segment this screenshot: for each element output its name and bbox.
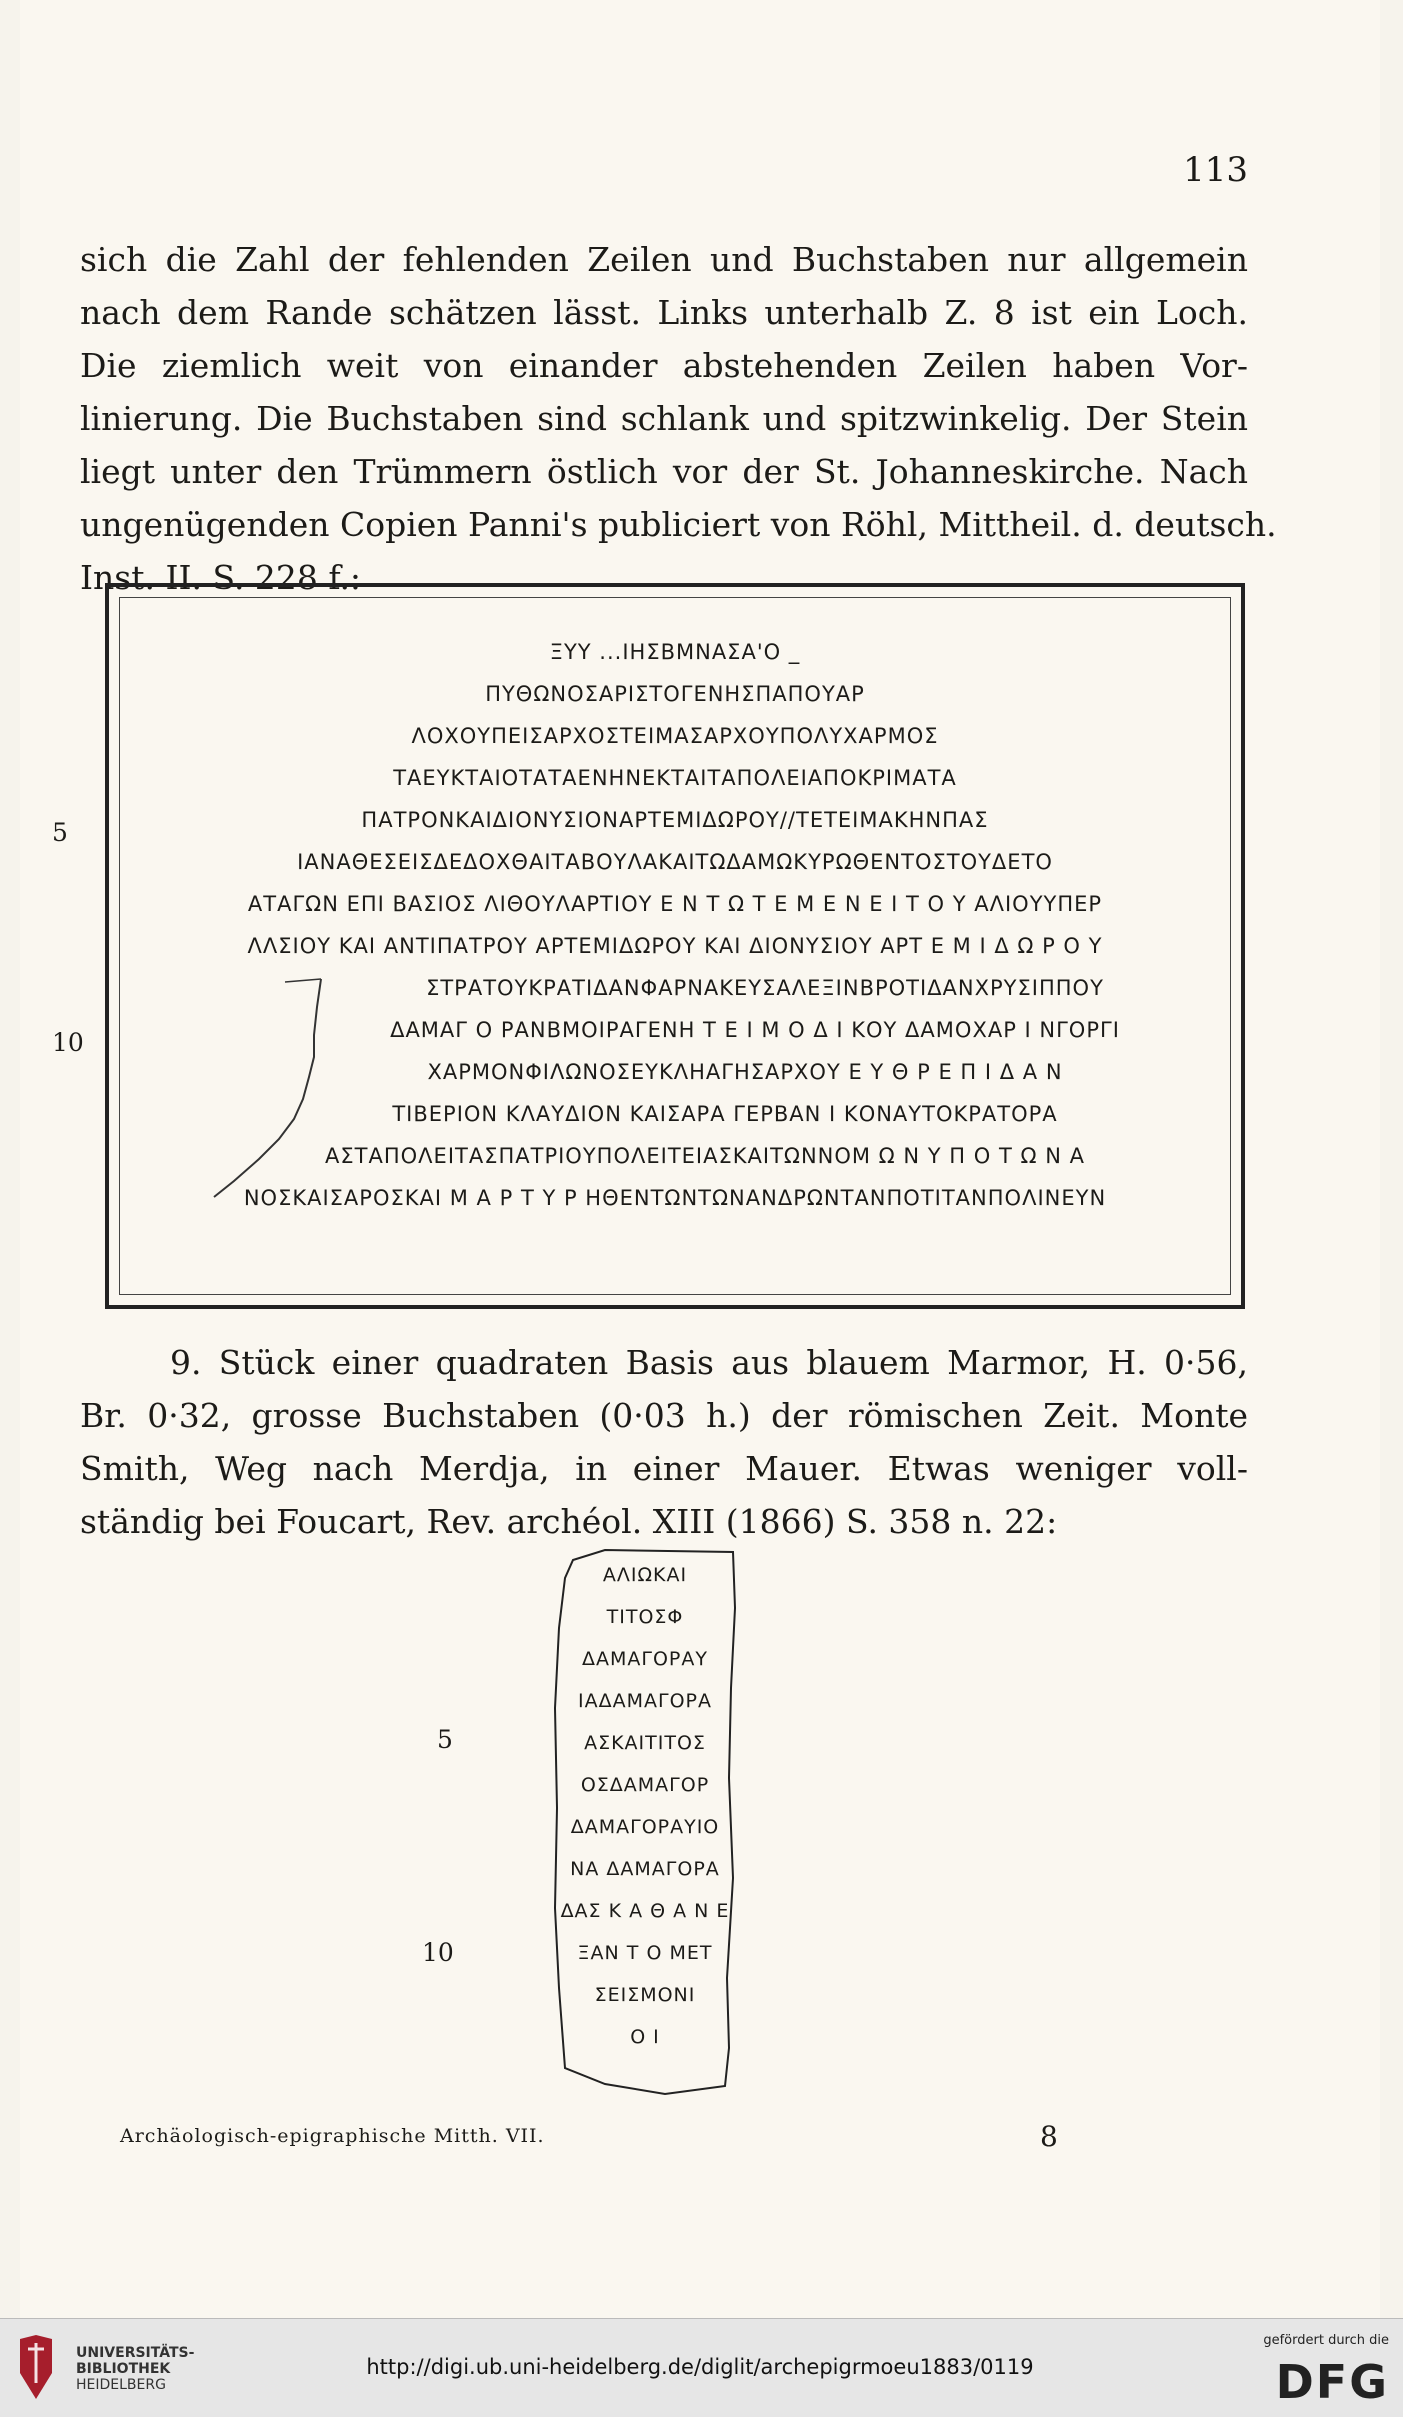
- inscription-line: ΤΙΒΕΡΙΟΝ ΚΛΑΥΔΙΟΝ ΚΑΙΣΑΡΑ ΓΕΡΒΑΝ Ι ΚΟΝΑΥΤΟΚΡΑΤΟΡΑ: [392, 1102, 1058, 1126]
- paragraph-2: [80, 1336, 1248, 1548]
- inscription-line: ΑΣΤΑΠΟΛΕΙΤΑΣΠΑΤΡΙΟΥΠΟΛΕΙΤΕΙΑΣΚΑΙΤΩΝΝΟΜ Ω Ν Υ Π Ο Τ Ω Ν Α: [325, 1144, 1085, 1168]
- fragment-line: ΑΛΙΩΚΑΙ: [602, 1564, 688, 1586]
- fragment-line: ΝΑ ΔΑΜΑΓΟΡΑ: [570, 1858, 720, 1880]
- inscription-line: ΠΥΘΩΝΟΣΑΡΙΣΤΟΓΕΝΗΣΠΑΠΟΥΑΡ: [485, 682, 865, 706]
- inscription-line: ΛΛΣΙΟΥ ΚΑΙ ΑΝΤΙΠΑΤΡΟΥ ΑΡΤΕΜΙΔΩΡΟΥ ΚΑΙ ΔΙΟΝΥΣΙΟΥ ΑΡΤ Ε Μ Ι Δ Ω Ρ Ο Υ: [247, 934, 1103, 958]
- fragment-line: ΔΑΜΑΓΟΡΑΥΙΟ: [570, 1816, 720, 1838]
- institution-name: [76, 2345, 194, 2393]
- text-line: ständig bei Foucart, Rev. archéol. XIII (1866) S. 358 n. 22:: [80, 1502, 1058, 1541]
- text-line: Inst. II. S. 228 f.:: [80, 558, 362, 597]
- inscription-line: ΠΑΤΡΟΝΚΑΙΔΙΟΝΥΣΙΟΝΑΡΤΕΜΙΔΩΡΟΥ//ΤΕΤΕΙΜΑΚΗΝΠΑΣ: [361, 808, 989, 832]
- text-line: liegt unter den Trümmern östlich vor der St. Johanneskirche. Nach: [80, 452, 1248, 491]
- fragment-line: ΔΑΣ Κ Α Θ Α Ν Ε: [560, 1900, 730, 1922]
- fragment-line: Ο Ι: [630, 2026, 660, 2048]
- signature-mark: 8: [1040, 2120, 1058, 2153]
- inscription-line: ΤΑΕΥΚΤΑΙΟΤΑΤΑΕΝΗΝΕΚΤΑΙΤΑΠΟΛΕΙΑΠΟΚΡΙΜΑΤΑ: [393, 766, 957, 790]
- inscription-figure: [105, 583, 1245, 1309]
- institution-line: BIBLIOTHEK: [76, 2361, 171, 2377]
- text-line: Smith, Weg nach Merdja, in einer Mauer. Etwas weniger voll-: [80, 1449, 1248, 1488]
- line-number: 5: [52, 818, 68, 847]
- text-line: Die ziemlich weit von einander abstehenden Zeilen haben Vor-: [80, 346, 1248, 385]
- inscription-line: ΣΤΡΑΤΟΥΚΡΑΤΙΔΑΝΦΑΡΝΑΚΕΥΣΑΛΕΞΙΝΒΡΟΤΙΔΑΝΧΡΥΣΙΠΠΟΥ: [426, 976, 1104, 1000]
- inscription-line: ΛΟΧΟΥΠΕΙΣΑΡΧΟΣΤΕΙΜΑΣΑΡΧΟΥΠΟΛΥΧΑΡΜΟΣ: [411, 724, 939, 748]
- inscription-line: ΧΑΡΜΟΝΦΙΛΩΝΟΣΕΥΚΛΗΑΓΗΣΑΡΧΟΥ Ε Υ Θ Ρ Ε Π Ι Δ Α Ν: [427, 1060, 1063, 1084]
- text-line: nach dem Rande schätzen lässt. Links unterhalb Z. 8 ist ein Loch.: [80, 293, 1248, 332]
- page-number: 113: [1183, 150, 1248, 190]
- fragment-line: ΙΑΔΑΜΑΓΟΡΑ: [578, 1690, 712, 1712]
- inscription-line: ΝΟΣΚΑΙΣΑΡΟΣΚΑΙ Μ Α Ρ Τ Υ Ρ ΗΘΕΝΤΩΝΤΩΝΑΝΔΡΩΝΤΑΝΠΟΤΙΤΑΝΠΟΛΙΝΕΥΝ: [243, 1186, 1107, 1210]
- university-logo-icon: [14, 2333, 58, 2403]
- text-line: ungenügenden Copien Panni's publiciert von Röhl, Mittheil. d. deutsch.: [80, 505, 1277, 544]
- signature-line: Archäologisch-epigraphische Mitth. VII.: [120, 2125, 545, 2147]
- fragment-line: ΣΕΙΣΜΟΝΙ: [594, 1984, 696, 2006]
- inscription-fragment: [545, 1548, 745, 2098]
- text-line: linierung. Die Buchstaben sind schlank und spitzwinkelig. Der Stein: [80, 399, 1248, 438]
- institution-line: UNIVERSITÄTS-: [76, 2345, 195, 2361]
- fragment-line: ΤΙΤΟΣΦ: [606, 1606, 684, 1628]
- text-line: sich die Zahl der fehlenden Zeilen und Buchstaben nur allgemein: [80, 240, 1248, 279]
- funded-by-label: gefördert durch die: [1263, 2333, 1389, 2348]
- fragment-line: ΑΣΚΑΙΤΙΤΟΣ: [584, 1732, 706, 1754]
- inscription-line: ΑΤΑΓΩΝ ΕΠΙ ΒΑΣΙΟΣ ΛΙΘΟΥΛΑΡΤΙΟΥ Ε Ν Τ Ω Τ Ε Μ Ε Ν Ε Ι Τ Ο Υ ΑΛΙΟΥΥΠΕΡ: [247, 892, 1103, 916]
- line-number: 5: [437, 1725, 453, 1754]
- inscription-line: ΙΑΝΑΘΕΣΕΙΣΔΕΔΟΧΘΑΙΤΑΒΟΥΛΑΚΑΙΤΩΔΑΜΩΚΥΡΩΘΕΝΤΟΣΤΟΥΔΕΤΟ: [297, 850, 1053, 874]
- text-line: Br. 0·32, grosse Buchstaben (0·03 h.) der römischen Zeit. Monte: [80, 1396, 1248, 1435]
- text-line: 9. Stück einer quadraten Basis aus blauem Marmor, H. 0·56,: [170, 1343, 1248, 1382]
- line-number: 10: [422, 1938, 454, 1967]
- source-url[interactable]: http://digi.ub.uni-heidelberg.de/diglit/archepigrmoeu1883/0119: [366, 2355, 1034, 2379]
- dfg-logo: DFG: [1275, 2355, 1389, 2409]
- fragment-line: ΔΑΜΑΓΟΡΑΥ: [582, 1648, 708, 1670]
- line-number: 10: [52, 1028, 84, 1057]
- inscription-line: ΞΥΥ ...ΙΗΣΒΜΝΑΣΑ'Ο _: [549, 640, 801, 664]
- institution-line: HEIDELBERG: [76, 2377, 166, 2393]
- paragraph-1: [80, 233, 1277, 604]
- bottom-bar: [0, 2318, 1403, 2417]
- inscription-line: ΔΑΜΑΓ Ο ΡΑΝΒΜΟΙΡΑΓΕΝΗ Τ Ε Ι Μ Ο Δ Ι ΚΟΥ ΔΑΜΟΧΑΡ Ι ΝΓΟΡΓΙ: [390, 1018, 1120, 1042]
- fragment-line: ΞΑΝ Τ Ο ΜΕΤ: [577, 1942, 713, 1964]
- fragment-line: ΟΣΔΑΜΑΓΟΡ: [580, 1774, 710, 1796]
